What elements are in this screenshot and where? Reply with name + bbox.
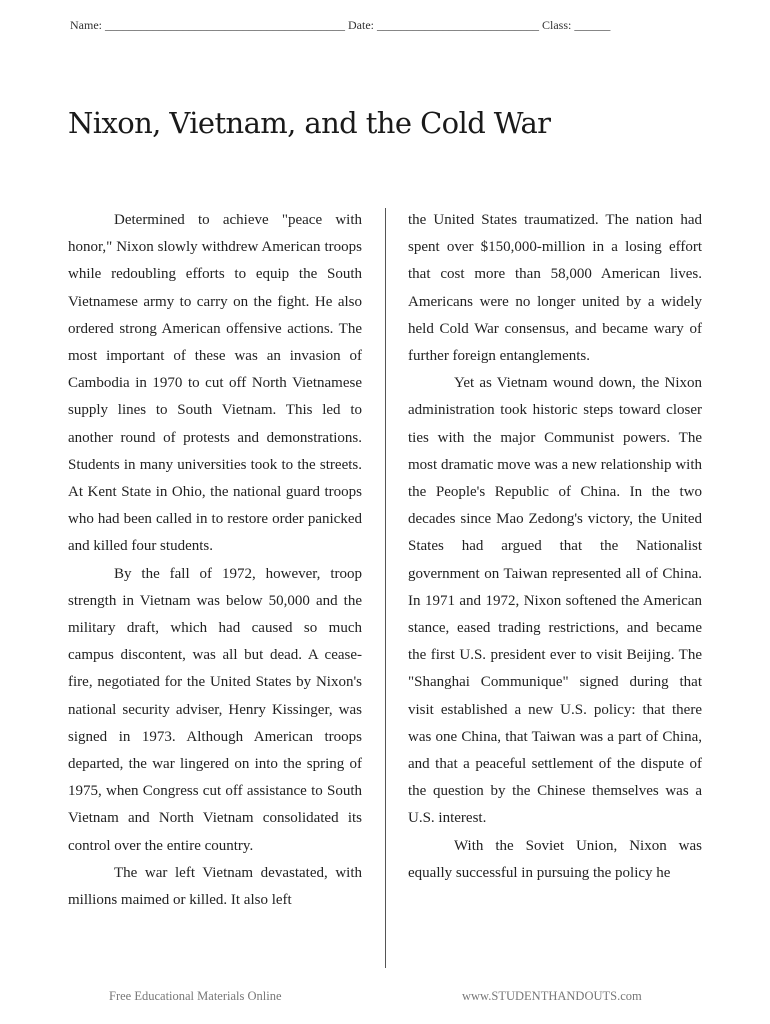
footer-website: www.STUDENTHANDOUTS.com <box>462 989 642 1003</box>
date-label: Date: <box>348 18 374 32</box>
class-blank: ______ <box>571 18 611 32</box>
right-column <box>408 207 702 887</box>
footer-tagline: Free Educational Materials Online <box>109 989 282 1003</box>
left-paragraph-3: The war left Vietnam devastated, with millions maimed or killed. It also left <box>68 864 362 909</box>
column-divider <box>385 208 386 968</box>
page-title: Nixon, Vietnam, and the Cold War <box>68 106 551 140</box>
student-info-line <box>70 18 702 33</box>
name-label: Name: <box>70 18 102 32</box>
date-blank: ___________________________ <box>374 18 542 32</box>
right-paragraph-1: Yet as Vietnam wound down, the Nixon administration took historic steps toward closer ties with the major Communist powers. The most dramatic move was a new relationship with the People's Republic of China. In the two decades since Mao Zedong's victory, the United States had argued that the Nationalist government on Taiwan represented all of China. In 1971 and 1972, Nixon softened the American stance, eased trading restrictions, and became the first U.S. president ever to visit Beijing. The "Shanghai Communique" signed during that visit established a new U.S. policy: that there was one China, that Taiwan was a part of China, and that a peaceful settlement of the dispute of the question by the Chinese themselves was a U.S. interest. <box>408 375 702 827</box>
right-paragraph-continued: the United States traumatized. The nation had spent over $150,000-million in a losing effort that cost more than 58,000 American lives. Americans were no longer united by a widely held Cold War consensus, and became wary of further foreign entanglements. <box>408 212 702 365</box>
class-label: Class: <box>542 18 572 32</box>
left-paragraph-1: Determined to achieve "peace with honor," Nixon slowly withdrew American troops while redoubling efforts to equip the South Vietnamese army to carry on the fight. He also ordered strong American offensive actions. The most important of these was an invasion of Cambodia in 1970 to cut off North Vietnamese supply lines to South Vietnam. This led to another round of protests and demonstrations. Students in many universities took to the streets. At Kent State in Ohio, the national guard troops who had been called in to restore order panicked and killed four students. <box>68 212 362 555</box>
right-paragraph-2: With the Soviet Union, Nixon was equally successful in pursuing the policy he <box>408 837 702 881</box>
name-blank: ________________________________________ <box>102 18 348 32</box>
left-paragraph-2: By the fall of 1972, however, troop strength in Vietnam was below 50,000 and the military draft, which had caused so much campus discontent, was all but dead. A cease-fire, negotiated for the United States by Nixon's national security adviser, Henry Kissinger, was signed in 1973. Although American troops departed, the war lingered on into the spring of 1975, when Congress cut off assistance to South Vietnam and North Vietnam consolidated its control over the entire country. <box>68 565 362 854</box>
left-column <box>68 207 362 914</box>
